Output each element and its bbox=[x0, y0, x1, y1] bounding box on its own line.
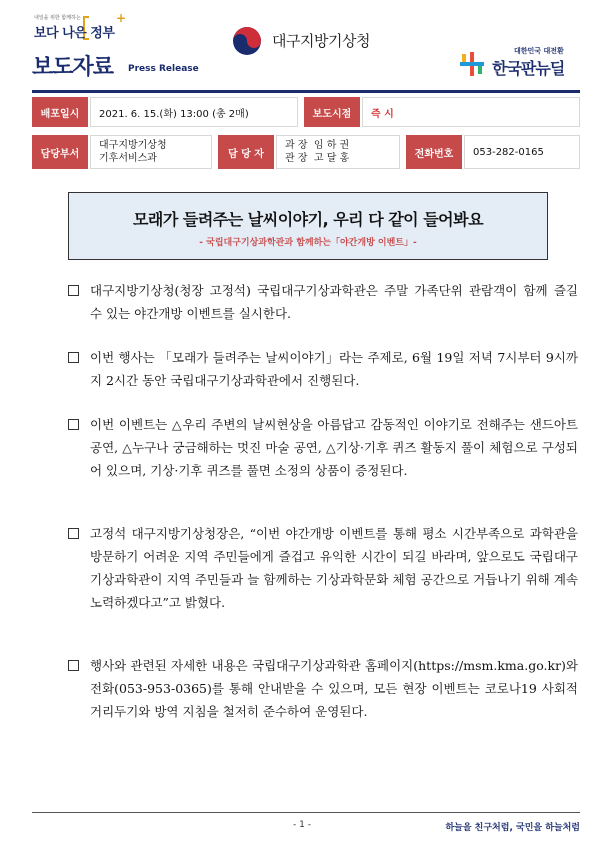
person-value bbox=[276, 135, 400, 169]
checkbox-bullet-icon bbox=[68, 419, 79, 430]
paragraph-text: 이번 행사는 「모래가 들려주는 날씨이야기」라는 주제로, 6월 19일 저녁 7시부터 9시까지 2시간 동안 국립대구기상과학관에서 진행된다. bbox=[90, 350, 578, 388]
press-release-subtitle: Press Release bbox=[128, 64, 199, 74]
info-row-release bbox=[32, 97, 580, 127]
person-line-2: 관 장 고 달 홍 bbox=[285, 153, 350, 164]
plus-icon: + bbox=[116, 11, 127, 25]
paragraph-text: 행사와 관련된 자세한 내용은 국립대구기상과학관 홈페이지(https://msm.kma.go.kr)와 전화(053-953-0365)를 통해 안내받을 수 있으며, 모든 현장 이벤트는 코로나19 사회적 거리두기와 방역 지침을 철저히 준수하여 운영된다. bbox=[90, 658, 578, 719]
info-row-contact bbox=[32, 135, 580, 169]
agency-name: 대구지방기상청 bbox=[272, 32, 370, 50]
embargo-label: 보도시점 bbox=[304, 97, 360, 127]
dept-line-1: 대구지방기상청 bbox=[99, 140, 167, 151]
korean-new-deal-icon bbox=[458, 50, 486, 78]
kma-taeguk-icon bbox=[232, 26, 262, 56]
dept-line-2: 기후서비스과 bbox=[99, 153, 157, 164]
headline-title: 모래가 들려주는 날씨이야기, 우리 다 같이 들어봐요 bbox=[132, 210, 484, 229]
dept-label: 담당부서 bbox=[32, 135, 88, 169]
headline-box bbox=[68, 192, 548, 260]
release-value: 2021. 6. 15.(화) 13:00 (총 2매) bbox=[90, 97, 298, 127]
new-deal-name: 한국판뉴딜 bbox=[492, 59, 565, 78]
release-label: 배포일시 bbox=[32, 97, 88, 127]
phone-label: 전화번호 bbox=[406, 135, 462, 169]
paragraph-text: 대구지방기상청(청장 고정석) 국립대구기상과학관은 주말 가족단위 관람객이 함께 즐길 수 있는 야간개방 이벤트를 실시한다. bbox=[90, 283, 578, 321]
paragraph-text: 이번 이벤트는 △우리 주변의 날씨현상을 아름답고 감동적인 이야기로 전해주는 샌드아트 공연, △누구나 궁금해하는 멋진 마술 공연, △기상·기후 퀴즈 활동지 풀이 체험으로 구성되어 있으며, 기상·기후 퀴즈를 풀면 소정의 상품이 증정된다. bbox=[90, 417, 578, 478]
gov-name: 보다 나은 정부 bbox=[34, 26, 115, 41]
page-number: - 1 - bbox=[293, 820, 311, 830]
person-line-1: 과 장 임 하 권 bbox=[285, 140, 350, 151]
gov-slogan: 내일을 위한 함께하는 bbox=[34, 15, 81, 21]
header-divider bbox=[32, 90, 580, 93]
person-label: 담 당 자 bbox=[218, 135, 274, 169]
paragraph-text: 고정석 대구지방기상청장은, “이번 야간개방 이벤트를 통해 평소 시간부족으로 과학관을 방문하기 어려운 지역 주민들에게 즐겁고 유익한 시간이 되길 바라며, 앞으로도 국립대구기상과학관이 지역 주민들과 늘 함께하는 기상과학문화 체험 공간으로 거듭나기 위해 계속 노력하겠다고”고 밝혔다. bbox=[90, 526, 578, 610]
footer-divider bbox=[32, 812, 580, 813]
footer-slogan: 하늘을 친구처럼, 국민을 하늘처럼 bbox=[445, 823, 580, 833]
phone-value: 053-282-0165 bbox=[464, 135, 580, 169]
checkbox-bullet-icon bbox=[68, 285, 79, 296]
embargo-value: 즉 시 bbox=[362, 97, 580, 127]
dept-value bbox=[90, 135, 212, 169]
checkbox-bullet-icon bbox=[68, 528, 79, 539]
new-deal-tagline: 대한민국 대전환 bbox=[514, 47, 564, 55]
checkbox-bullet-icon bbox=[68, 352, 79, 363]
press-release-title: 보도자료 bbox=[32, 55, 114, 80]
headline-subtitle: - 국립대구기상과학관과 함께하는「야간개방 이벤트」- bbox=[199, 238, 417, 248]
checkbox-bullet-icon bbox=[68, 660, 79, 671]
